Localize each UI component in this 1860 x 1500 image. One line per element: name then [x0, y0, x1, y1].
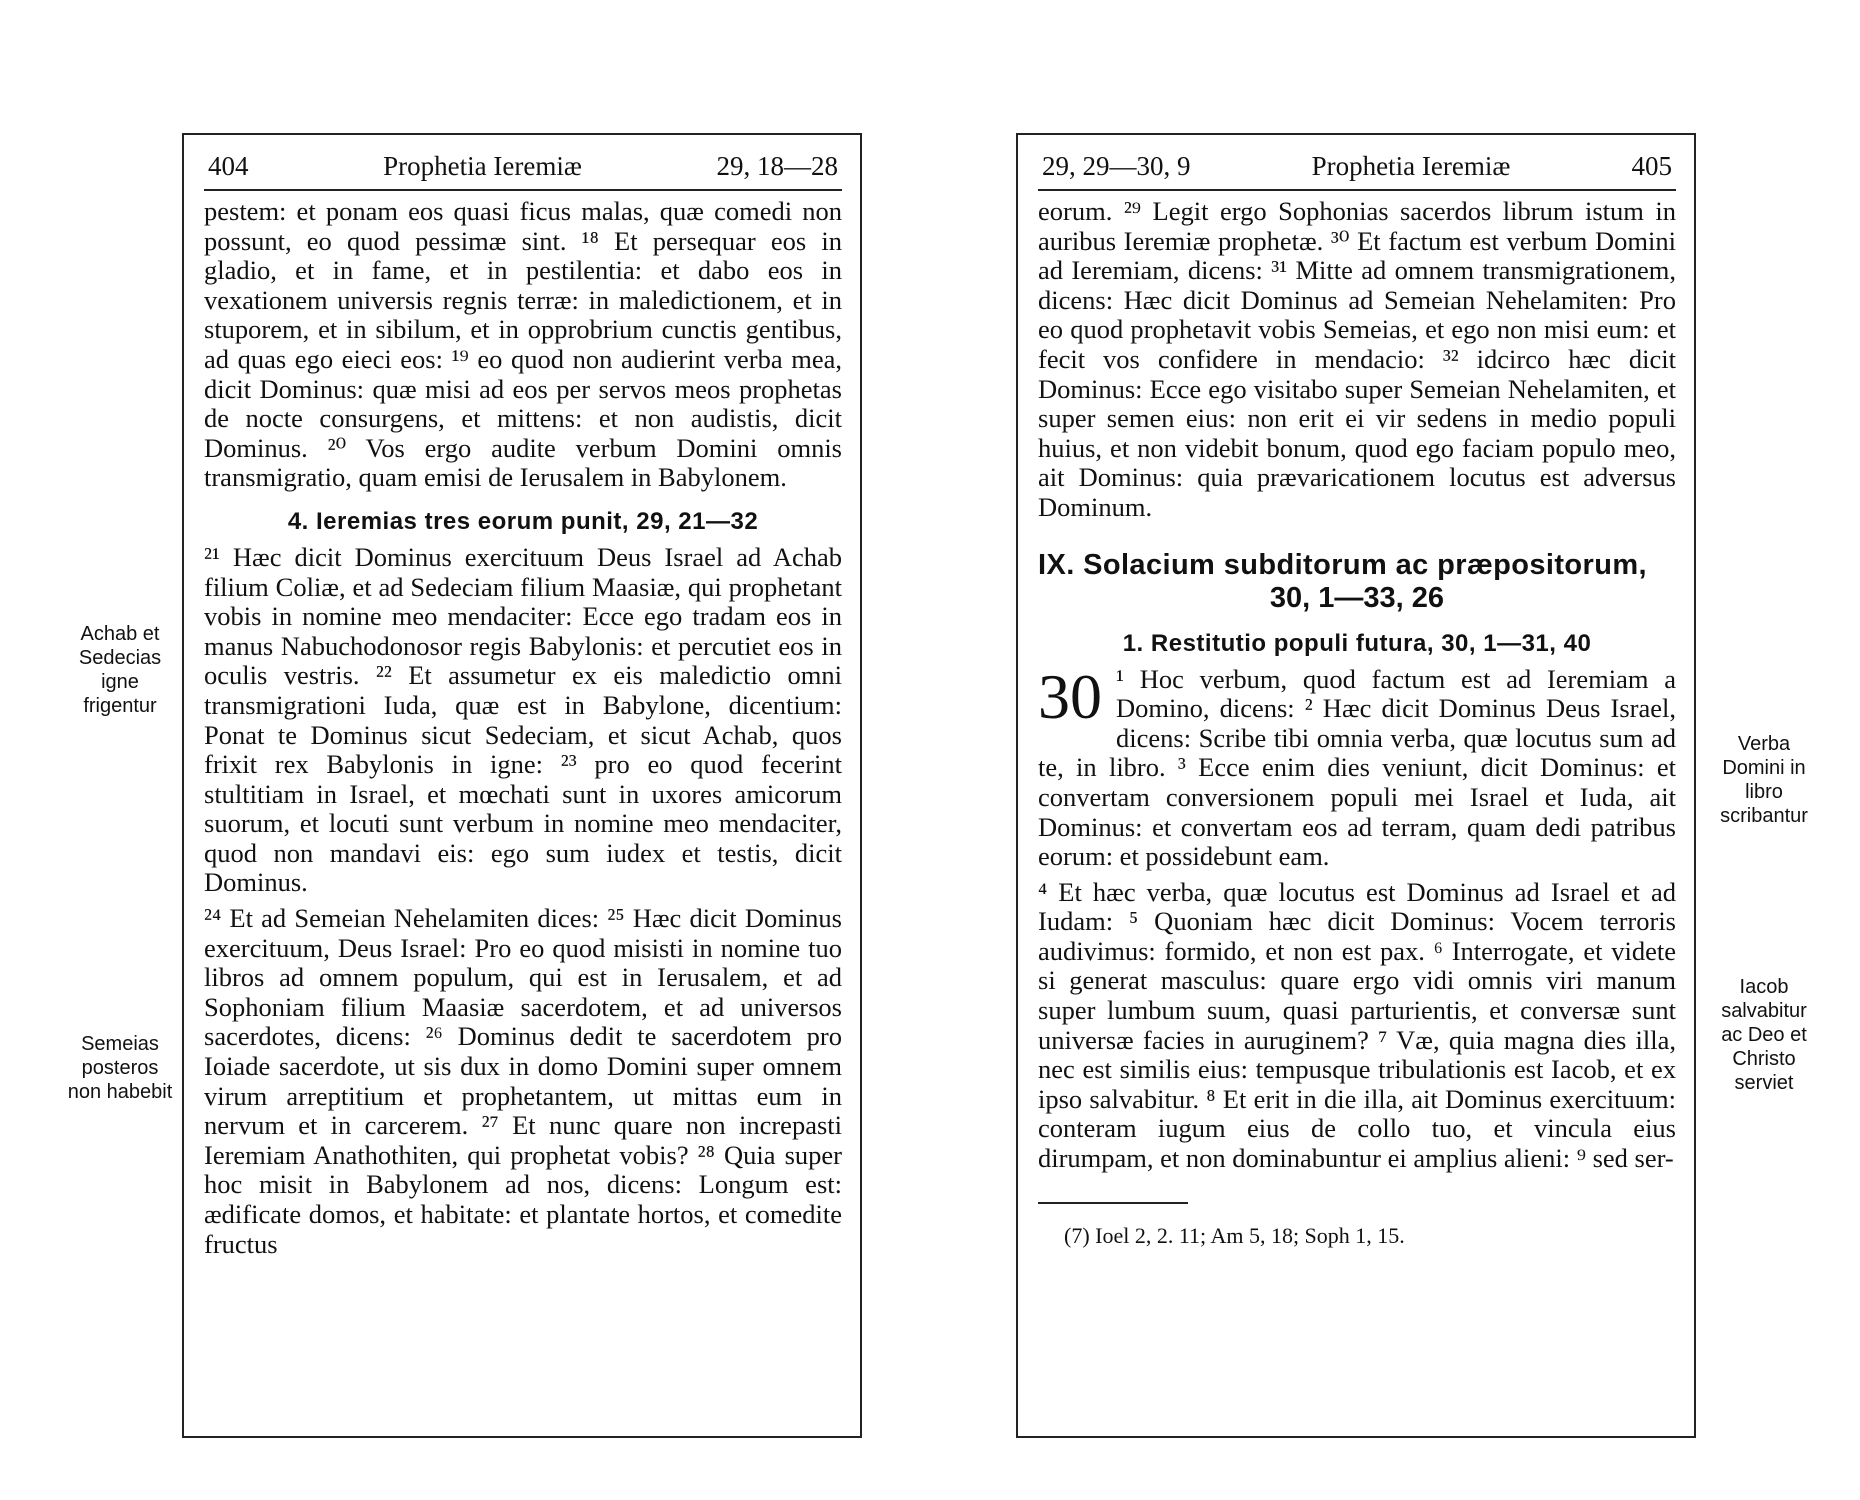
chapter-number: 30: [1038, 660, 1102, 732]
chapter-title: [1038, 549, 1676, 615]
right-paragraph-2-text: ¹ Hoc verbum, quod factum est ad Ieremiam a Domino, dicens: ² Hæc dicit Dominus Deus Israel, dicens: Scribe tibi omnia verba, quæ locutus sum ad te, in libro. ³ Ecce enim dies veniunt, dicit Dominus: et convertam conversionem populi mei Israel et Iuda, ait Dominus: et convertam eos ad terram, quam dedi patribus eorum: et possidebunt eam.: [1038, 663, 1676, 872]
right-section-heading: 1. Restitutio populi futura, 30, 1—31, 40: [1122, 629, 1592, 657]
right-page: [1016, 133, 1696, 1438]
left-running-title: Prophetia Ieremiæ: [383, 151, 582, 181]
left-paragraph-2: ²¹ Hæc dicit Dominus exercituum Deus Israel ad Achab filium Coliæ, et ad Sedeciam filium Maasiæ, qui prophetant vobis in nomine meo mendaciter: Ecce ego tradam eos in manus Nabuchodonosor regis Babylonis: et percutiet eos in oculis vestris. ²² Et assumetur ex eis maledictio omni transmigrationi Iuda, quæ est in Babylone, dicentium: Ponat te Dominus sicut Sedeciam, et sicut Achab, quos frixit rex Babylonis in igne: ²³ pro eo quod fecerint stultitiam in Israel, et mœchati sunt in uxores amicorum suorum, et locuti sunt verbum in nomine meo mendaciter, quod non mandavi eis: ego sum iudex et testis, dicit Dominus.: [204, 541, 842, 898]
left-running-head: [204, 149, 842, 191]
margin-note-iacob: Iacob salvabitur ac Deo et Christo serviet: [1721, 976, 1807, 1094]
left-page-number: 404: [208, 151, 249, 181]
right-paragraph-1: eorum. ²⁹ Legit ergo Sophonias sacerdos librum istum in auribus Ieremiæ prophetæ. ³⁰ Et factum est verbum Domini ad Ieremiam, dicens: ³¹ Mitte ad omnem transmigrationem, dicens: Hæc dicit Dominus ad Semeian Nehelamiten: Pro eo quod prophetavit vobis Semeias, et ego non misi eum: et fecit vos confidere in mendacio: ³² idcirco hæc dicit Dominus: Ecce ego visitabo super Semeian Nehelamiten, et super semen eius: non erit ei vir sedens in medio populi huius, et non videbit bonum, quod ego faciam populo meo, ait Dominus: quia prævaricationem locutus est adversus Dominum.: [1038, 196, 1676, 522]
left-section-heading: 4. Ieremias tres eorum punit, 29, 21—32: [287, 507, 759, 535]
right-running-head: [1038, 149, 1676, 191]
left-page: [182, 133, 862, 1438]
footnote: (7) Ioel 2, 2. 11; Am 5, 18; Soph 1, 15.: [1064, 1222, 1405, 1248]
margin-note-semeias: Semeias posteros non habebit: [67, 1033, 173, 1103]
right-verse-range: 29, 29—30, 9: [1042, 151, 1191, 181]
right-paragraph-2: [1038, 660, 1676, 872]
left-verse-range: 29, 18—28: [716, 151, 838, 181]
chapter-title-line-2: 30, 1—33, 26: [1269, 581, 1445, 614]
footnote-rule: [1038, 1202, 1188, 1204]
margin-note-achab: Achab et Sedecias igne frigentur: [78, 623, 162, 717]
right-page-number: 405: [1631, 151, 1672, 181]
right-paragraph-3: ⁴ Et hæc verba, quæ locutus est Dominus ad Israel et ad Iudam: ⁵ Quoniam hæc dicit Dominus: Vocem terroris audivimus: formido, et non est pax. ⁶ Interrogate, et videte si generat masculus: quare ergo vidi omnis viri manum super lumbum suum, quasi parturientis, et conversæ sunt universæ facies in auruginem? ⁷ Væ, quia magna dies illa, nec est similis eius: tempusque tribulationis est Iacob, et ex ipso salvabitur. ⁸ Et erit in die illa, ait Dominus exercituum: conteram iugum eius de collo tuo, et vincula eius dirumpam, et non dominabuntur ei amplius alieni: ⁹ sed ser-: [1038, 876, 1676, 1174]
left-paragraph-3: ²⁴ Et ad Semeian Nehelamiten dices: ²⁵ Hæc dicit Dominus exercituum, Deus Israel: Pro eo quod misisti in nomine tuo libros ad omnem populum, qui est in Ierusalem, et ad Sophoniam filium Maasiæ sacerdotem, et ad universos sacerdotes, dicens: ²⁶ Dominus dedit te sacerdotem pro Ioiade sacerdote, ut sis dux in domo Domini super omnem virum arreptitium et prophetantem, ut mittas eum in nervum et in carcerem. ²⁷ Et nunc quare non increpasti Ieremiam Anathothiten, qui prophetat vobis? ²⁸ Quia super hoc misit in Babylonem ad nos, dicens: Longum est: ædificate domos, et habitate: et plantate hortos, et comedite fructus: [204, 903, 842, 1259]
right-running-title: Prophetia Ieremiæ: [1311, 151, 1511, 181]
left-paragraph-1: pestem: et ponam eos quasi ficus malas, quæ comedi non possunt, eo quod pessimæ sint. ¹⁸ Et persequar eos in gladio, et in fame, et in pestilentia: et dabo eos in vexationem universis regnis terræ: in maledictionem, et in stuporem, et in sibilum, et in opprobrium cunctis gentibus, ad quas ego eieci eos: ¹⁹ eo quod non audierint verba mea, dicit Dominus: quæ misi ad eos per servos meos prophetas de nocte consurgens, et mittens: et non audistis, dicit Dominus. ²⁰ Vos ergo audite verbum Domini omnis transmigratio, quam emisi de Ierusalem in Babylonem.: [204, 196, 842, 493]
chapter-title-line-1: IX. Solacium subditorum ac præpositorum,: [1038, 548, 1647, 581]
margin-note-verba: Verba Domini in libro scribantur: [1720, 733, 1808, 827]
